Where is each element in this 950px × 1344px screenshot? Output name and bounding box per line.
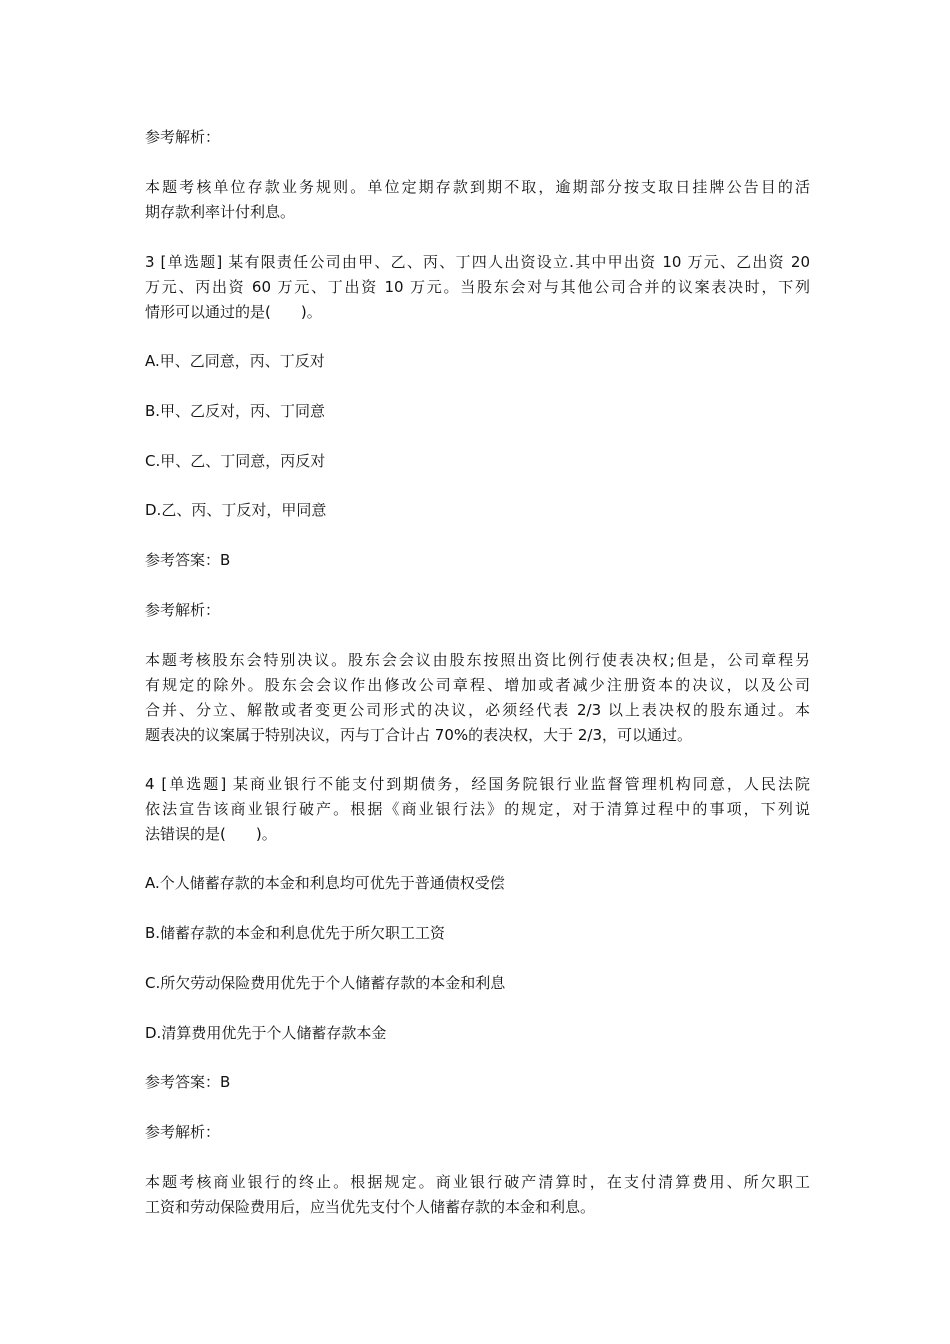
option-b — [145, 921, 810, 946]
analysis-paragraph — [145, 648, 810, 748]
question-stem — [145, 772, 810, 847]
option-b — [145, 399, 810, 424]
text-line: 合并、分立、解散或者变更公司形式的决议，必须经代表 2/3 以上表决权的股东通过。本 — [145, 701, 810, 719]
text-line: 情形可以通过的是( )。 — [145, 303, 322, 321]
text-line: C.甲、乙、丁同意，丙反对 — [145, 452, 326, 470]
analysis-label — [145, 598, 810, 623]
text-line: 本题考核单位存款业务规则。单位定期存款到期不取，逾期部分按支取日挂牌公告目的活 — [145, 178, 810, 196]
text-line: 依法宣告该商业银行破产。根据《商业银行法》的规定，对于清算过程中的事项，下列说 — [145, 800, 810, 818]
question-stem — [145, 250, 810, 325]
option-a — [145, 349, 810, 374]
option-a — [145, 871, 810, 896]
text-line: 本题考核商业银行的终止。根据规定。商业银行破产清算时，在支付清算费用、所欠职工 — [145, 1173, 810, 1191]
text-line: A.个人储蓄存款的本金和利息均可优先于普通债权受偿 — [145, 874, 505, 892]
option-d — [145, 1021, 810, 1046]
option-c — [145, 449, 810, 474]
text-line: C.所欠劳动保险费用优先于个人储蓄存款的本金和利息 — [145, 974, 506, 992]
option-d — [145, 498, 810, 523]
text-line: B.甲、乙反对，丙、丁同意 — [145, 402, 326, 420]
text-line: 3 [单选题] 某有限责任公司由甲、乙、丙、丁四人出资设立.其中甲出资 10 万元、乙出资 20 — [145, 253, 810, 271]
analysis-paragraph — [145, 175, 810, 225]
analysis-paragraph — [145, 1170, 810, 1220]
text-line: 参考解析： — [145, 1123, 221, 1141]
analysis-label — [145, 125, 810, 150]
text-line: 万元、丙出资 60 万元、丁出资 10 万元。当股东会对与其他公司合并的议案表决时，下列 — [145, 278, 810, 296]
answer-line — [145, 548, 810, 573]
text-line: D.清算费用优先于个人储蓄存款本金 — [145, 1024, 387, 1042]
text-line: 法错误的是( )。 — [145, 825, 277, 843]
text-line: 参考解析： — [145, 128, 221, 146]
analysis-label — [145, 1120, 810, 1145]
text-line: B.储蓄存款的本金和利息优先于所欠职工工资 — [145, 924, 446, 942]
text-line: 参考答案：B — [145, 1073, 231, 1091]
option-c — [145, 971, 810, 996]
text-line: 期存款利率计付利息。 — [145, 203, 296, 221]
text-line: 本题考核股东会特别决议。股东会会议由股东按照出资比例行使表决权;但是，公司章程另 — [145, 651, 810, 669]
text-line: A.甲、乙同意，丙、丁反对 — [145, 352, 325, 370]
text-line: 题表决的议案属于特别决议，丙与丁合计占 70%的表决权，大于 2/3，可以通过。 — [145, 726, 693, 744]
text-line: 4 [单选题] 某商业银行不能支付到期债务，经国务院银行业监督管理机构同意，人民法院 — [145, 775, 810, 793]
text-line: 参考解析： — [145, 601, 221, 619]
text-line: 参考答案：B — [145, 551, 231, 569]
answer-line — [145, 1070, 810, 1095]
text-line: 有规定的除外。股东会会议作出修改公司章程、增加或者减少注册资本的决议，以及公司 — [145, 676, 810, 694]
text-line: 工资和劳动保险费用后，应当优先支付个人储蓄存款的本金和利息。 — [145, 1198, 596, 1216]
text-line: D.乙、丙、丁反对，甲同意 — [145, 501, 327, 519]
